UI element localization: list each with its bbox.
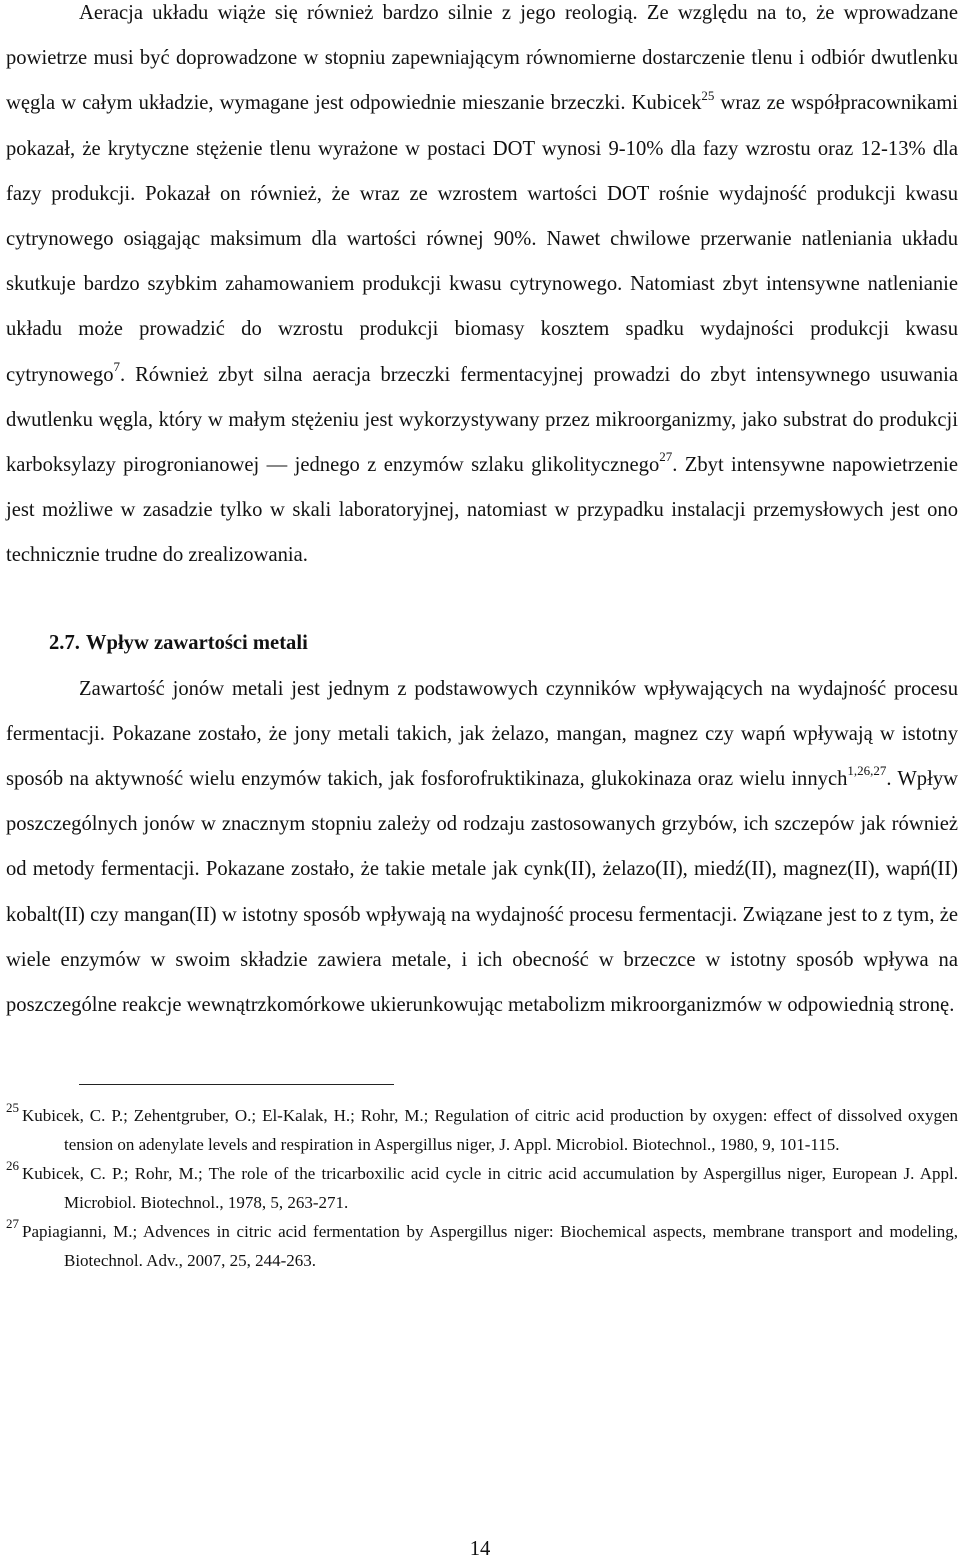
footnotes [6,1101,958,1275]
section-number: 2.7. [49,631,80,654]
footnote-separator [79,1084,394,1085]
footnote-text: Kubicek, C. P.; Rohr, M.; The role of the tricarboxilic acid cycle in citric acid accumulation by Aspergillus niger, European J. Appl. Microbiol. Biotechnol., 1978, 5, 263-271. [22,1164,958,1213]
paragraph-text: . Wpływ poszczególnych jonów w znacznym stopniu zależy od rodzaju zastosowanych grzybów, ich szczepów jak również od metody fermentacji. Pokazane zostało, że takie metale jak cynk(II), żelazo(II), miedź(II), magnez(II), wapń(II) kobalt(II) czy mangan(II) w istotny sposób wpływają na wydajność procesu fermentacji. Związane jest to z tym, że wiele enzymów w swoim składzie zawiera metale, i ich obecność w brzeczce w istotny sposób wpływa na poszczególne reakcje wewnątrzkomórkowe ukierunkowując metabolizm mikroorganizmów w odpowiednią stronę. [6,768,958,1017]
citation-superscript: 27 [659,449,673,465]
paragraph-text: wraz ze współpracownikami pokazał, że krytyczne stężenie tlenu wyrażone w postaci DOT wynosi 9-10% dla fazy wzrostu oraz 12-13% dla fazy produkcji. Pokazał on również, że wraz ze wzrostem wartości DOT rośnie wydajność produkcji kwasu cytrynowego osiągając maksimum dla wartości równej 90%. Nawet chwilowe przerwanie natleniania układu skutkuje bardzo szybkim zahamowaniem produkcji kwasu cytrynowego. Natomiast zbyt intensywne natlenianie układu może prowadzić do wzrostu produkcji biomasy kosztem spadku wydajności produkcji kwasu cytrynowego [6,92,959,386]
footnote-text: Papiagianni, M.; Advences in citric acid fermentation by Aspergillus niger: Biochemical aspects, membrane transport and modeling, Biotechnol. Adv., 2007, 25, 244-263. [22,1222,958,1271]
paragraph-text: Aeracja układu wiąże się również bardzo silnie z jego reologią. Ze względu na to, że wprowadzane powietrze musi być doprowadzone w stopniu zapewniającym równomierne dostarczenie tlenu i odbiór dwutlenku węgla w całym układzie, wymagane jest odpowiednie mieszanie brzeczki. Kubicek [6,2,958,115]
paragraph-text: . Również zbyt silna aeracja brzeczki fermentacyjnej prowadzi do zbyt intensywnego usuwania dwutlenku węgla, który w małym stężeniu jest wykorzystywany przez mikroorganizmy, jako substrat do produkcji karboksylazy pirogronianowej — jednego z enzymów szlaku glikolitycznego [6,363,958,477]
citation-superscript: 1,26,27 [847,763,887,779]
section-title: Wpływ zawartości metali [85,631,308,654]
paragraph-text: . Zbyt intensywne napowietrzenie jest możliwe w zasadzie tylko w skali laboratoryjnej, natomiast w przypadku instalacji przemysłowych jest ono technicznie trudne do zrealizowania. [6,454,959,567]
footnote-25: 25 Kubicek, C. P.; Zehentgruber, O.; El-Kalak, H.; Rohr, M.; Regulation of citric acid production by oxygen: effect of dissolved oxygen tension on adenylate levels and respiration in Aspergillus niger, J. Appl. Microbiol. Biotechnol., 1980, 9, 101-115. [6,1099,958,1155]
document-page [6,0,958,1275]
body-paragraph-aeration [6,0,958,579]
citation-superscript: 7 [113,358,121,374]
section-heading [49,621,958,666]
footnote-text: Kubicek, C. P.; Zehentgruber, O.; El-Kalak, H.; Rohr, M.; Regulation of citric acid production by oxygen: effect of dissolved oxygen tension on adenylate levels and respiration in Aspergillus niger, J. Appl. Microbiol. Biotechnol., 1980, 9, 101-115. [22,1106,958,1155]
paragraph-text: Zawartość jonów metali jest jednym z podstawowych czynników wpływających na wydajność procesu fermentacji. Pokazane zostało, że jony metali takich, jak żelazo, mangan, magnez czy wapń wpływają w istotny sposób na aktywność wielu enzymów takich, jak fosforofruktikinaza, glukokinaza oraz wielu innych [6,677,958,791]
footnote-27: 27 Papiagianni, M.; Advences in citric acid fermentation by Aspergillus niger: Biochemical aspects, membrane transport and modeling, Biotechnol. Adv., 2007, 25, 244-263. [6,1215,958,1271]
citation-superscript: 25 [701,87,715,103]
page-number: 14 [469,1538,491,1560]
body-paragraph-metals [6,667,958,1029]
footnote-26: 26 Kubicek, C. P.; Rohr, M.; The role of the tricarboxilic acid cycle in citric acid accumulation by Aspergillus niger, European J. Appl. Microbiol. Biotechnol., 1978, 5, 263-271. [6,1157,958,1213]
